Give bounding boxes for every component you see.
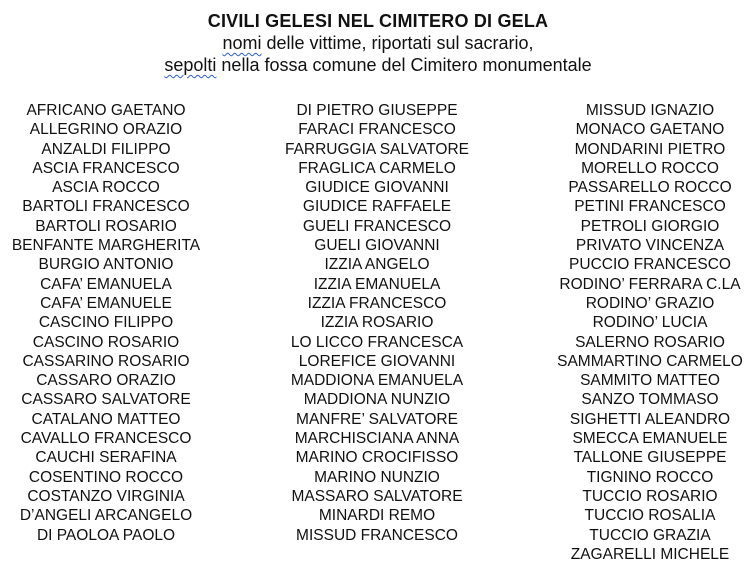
document-header bbox=[0, 10, 756, 76]
victim-name: RODINO’ FERRARA C.LA bbox=[559, 275, 741, 293]
victim-name: MONDARINI PIETRO bbox=[574, 140, 726, 158]
victim-name: D’ANGELI ARCANGELO bbox=[19, 507, 193, 525]
victim-name: TALLONE GIUSEPPE bbox=[573, 449, 727, 467]
victim-name: CASSARINO ROSARIO bbox=[22, 352, 190, 370]
victim-name: MONACO GAETANO bbox=[575, 121, 725, 139]
spellcheck-marked-word: sepolti bbox=[164, 55, 217, 75]
victim-name: FRAGLICA CARMELO bbox=[298, 159, 456, 177]
victim-name: MINARDI REMO bbox=[318, 507, 436, 525]
victim-name: SAMMITO MATTEO bbox=[580, 372, 720, 390]
victim-name: AFRICANO GAETANO bbox=[26, 102, 186, 119]
victim-name: MARINO NUNZIO bbox=[314, 468, 440, 486]
victim-name: CAFA’ EMANUELA bbox=[40, 275, 172, 293]
victim-name: TIGNINO ROCCO bbox=[586, 468, 714, 486]
victim-name: MASSARO SALVATORE bbox=[291, 487, 463, 505]
victim-name: FARRUGGIA SALVATORE bbox=[284, 140, 470, 158]
victim-name: TUCCIO ROSALIA bbox=[584, 507, 716, 525]
victim-name: BARTOLI FRANCESCO bbox=[22, 198, 190, 216]
victim-name: BENFANTE MARGHERITA bbox=[11, 237, 201, 255]
victim-name: PASSARELLO ROCCO bbox=[568, 179, 732, 197]
name-column-1 bbox=[0, 101, 212, 545]
victim-name: ANZALDI FILIPPO bbox=[41, 140, 171, 158]
subtitle-line-1 bbox=[0, 32, 756, 54]
victim-name: SAMMARTINO CARMELO bbox=[557, 352, 743, 370]
victim-name: DI PAOLOA PAOLO bbox=[36, 526, 176, 544]
victim-name: ASCIA ROCCO bbox=[52, 179, 160, 197]
victim-name: CASSARO SALVATORE bbox=[21, 391, 191, 409]
victim-name: MADDIONA NUNZIO bbox=[303, 391, 451, 409]
victim-name: PRIVATO VINCENZA bbox=[575, 237, 725, 255]
victim-name: IZZIA ROSARIO bbox=[320, 314, 434, 332]
victim-name: COSTANZO VIRGINIA bbox=[27, 487, 185, 505]
victim-name: IZZIA EMANUELA bbox=[313, 275, 441, 293]
victim-name: GUELI FRANCESCO bbox=[302, 217, 452, 235]
victim-name: ASCIA FRANCESCO bbox=[32, 159, 180, 177]
victim-name: BARTOLI ROSARIO bbox=[35, 217, 177, 235]
victim-name: MARCHISCIANA ANNA bbox=[294, 430, 460, 448]
victim-name: CATALANO MATTEO bbox=[31, 410, 181, 428]
victim-name: MISSUD IGNAZIO bbox=[585, 102, 715, 119]
victim-name: TUCCIO ROSARIO bbox=[582, 487, 718, 505]
victim-name: MISSUD FRANCESCO bbox=[296, 526, 458, 544]
victim-name: PETINI FRANCESCO bbox=[574, 198, 726, 216]
victim-name: SIGHETTI ALEANDRO bbox=[569, 410, 731, 428]
victim-name: PUCCIO FRANCESCO bbox=[569, 256, 731, 274]
victim-name: MADDIONA EMANUELA bbox=[290, 372, 464, 390]
victim-name: PETROLI GIORGIO bbox=[580, 217, 720, 235]
victim-name: BURGIO ANTONIO bbox=[38, 256, 174, 274]
victim-name: SANZO TOMMASO bbox=[581, 391, 719, 409]
victim-name: RODINO’ GRAZIO bbox=[585, 294, 715, 312]
victim-name: LO LICCO FRANCESCA bbox=[290, 333, 464, 351]
victim-name: DI PIETRO GIUSEPPE bbox=[296, 102, 458, 119]
victim-name: FARACI FRANCESCO bbox=[298, 121, 456, 139]
victim-name: TUCCIO GRAZIA bbox=[589, 526, 711, 544]
victim-name: CAFA’ EMANUELE bbox=[40, 294, 172, 312]
victim-name: CAVALLO FRANCESCO bbox=[20, 430, 192, 448]
victim-name: IZZIA FRANCESCO bbox=[307, 294, 447, 312]
victim-name: MANFRE’ SALVATORE bbox=[296, 410, 458, 428]
victim-name: ZAGARELLI MICHELE bbox=[570, 545, 730, 563]
victim-name: COSENTINO ROCCO bbox=[28, 468, 184, 486]
victim-name: GIUDICE RAFFAELE bbox=[302, 198, 452, 216]
subtitle-line-2 bbox=[0, 54, 756, 76]
victim-name: ALLEGRINO ORAZIO bbox=[29, 121, 183, 139]
victim-name: MARINO CROCIFISSO bbox=[295, 449, 459, 467]
name-column-3 bbox=[544, 101, 756, 564]
victim-name: IZZIA ANGELO bbox=[324, 256, 430, 274]
victim-name: CASCINO FILIPPO bbox=[38, 314, 174, 332]
victim-name: GIUDICE GIOVANNI bbox=[305, 179, 449, 197]
spellcheck-marked-word: nomi bbox=[222, 33, 262, 53]
subtitle-text: delle vittime, riportati sul sacrario, bbox=[261, 33, 534, 53]
victim-name: GUELI GIOVANNI bbox=[314, 237, 440, 255]
subtitle-text: nella fossa comune del Cimitero monumentale bbox=[216, 55, 592, 75]
name-column-2 bbox=[272, 101, 482, 545]
victim-name: SALERNO ROSARIO bbox=[575, 333, 725, 351]
document-title: CIVILI GELESI NEL CIMITERO DI GELA bbox=[207, 11, 549, 31]
victim-name: RODINO’ LUCIA bbox=[592, 314, 708, 332]
victim-name: CAUCHI SERAFINA bbox=[35, 449, 177, 467]
victim-name: SMECCA EMANUELE bbox=[572, 430, 728, 448]
victim-name: CASSARO ORAZIO bbox=[36, 372, 176, 390]
victim-name-columns bbox=[0, 101, 756, 571]
victim-name: CASCINO ROSARIO bbox=[32, 333, 180, 351]
victim-name: LOREFICE GIOVANNI bbox=[298, 352, 456, 370]
victim-name: MORELLO ROCCO bbox=[581, 159, 719, 177]
